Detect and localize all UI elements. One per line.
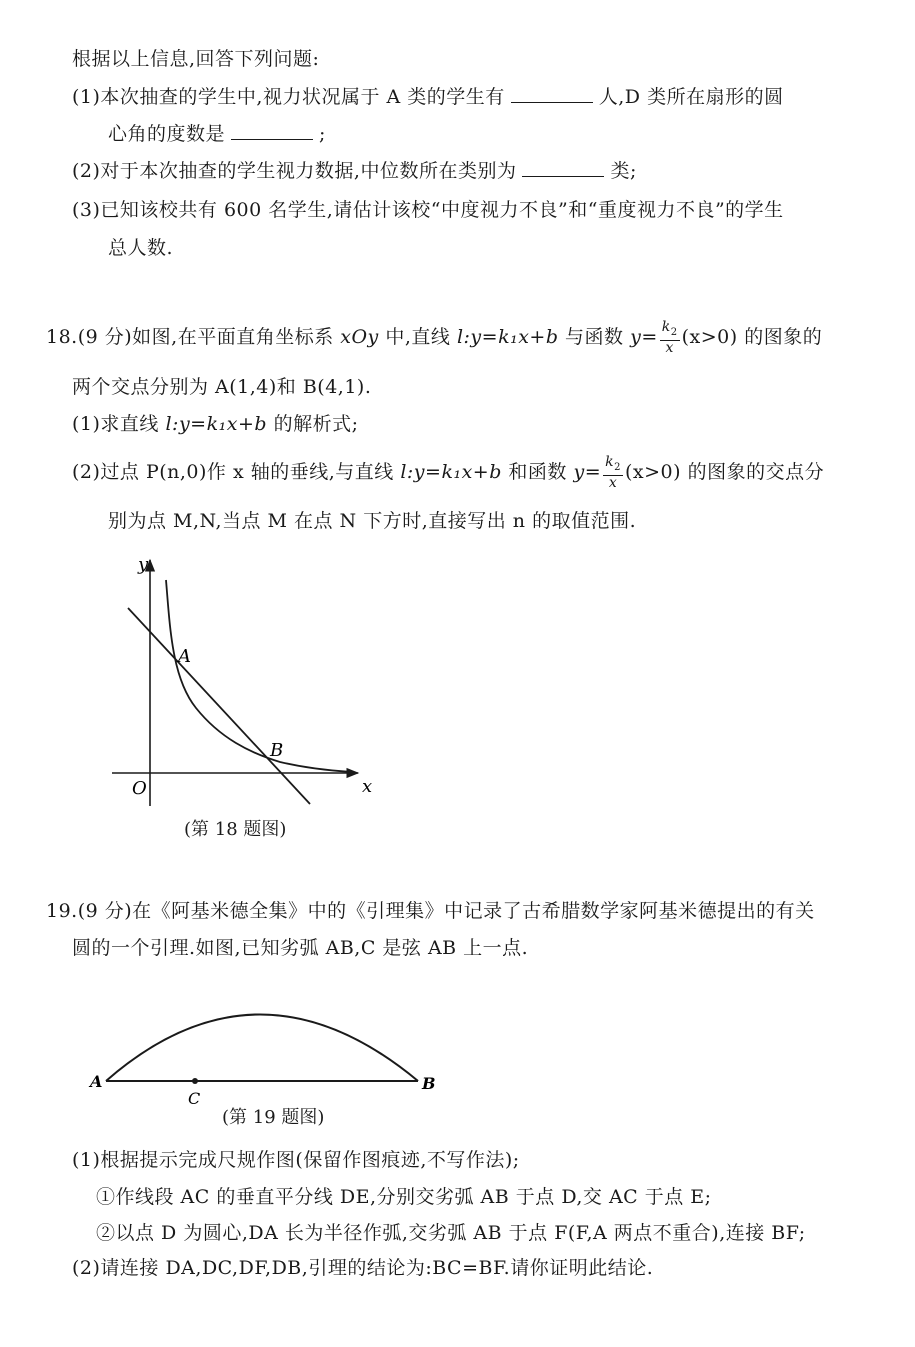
- q18-part1-expr: l:y=k₁x+b: [165, 413, 268, 435]
- q18-domain: (x>0): [681, 325, 738, 348]
- q18-part1-a: (1)求直线: [72, 413, 159, 435]
- q19-figure-caption: (第 19 题图): [222, 1107, 325, 1128]
- answer-blank-d-angle[interactable]: [231, 121, 313, 140]
- line-l: [128, 608, 310, 804]
- q17-part2-text-a: (2)对于本次抽查的学生视力数据,中位数所在类别为: [72, 160, 517, 182]
- label-point-b: B: [270, 740, 284, 761]
- q18-part2-fraction: [603, 455, 623, 491]
- label-a: A: [90, 1072, 103, 1091]
- q18-heading-b: 中,直线: [385, 325, 451, 348]
- q17-part1-text-b: 人,D 类所在扇形的圆: [598, 86, 784, 108]
- q19-heading-line2: 圆的一个引理.如图,已知劣弧 AB,C 是弦 AB 上一点.: [72, 937, 529, 959]
- q18-heading-a: 18.(9 分)如图,在平面直角坐标系: [46, 325, 334, 348]
- q18-part2-domain: (x>0): [625, 460, 682, 483]
- q17-part3: (3)已知该校共有 600 名学生,请估计该校“中度视力不良”和“重度视力不良”的学生: [72, 199, 784, 221]
- minor-arc-ab: [106, 1015, 418, 1082]
- q18-fn-lhs: y=: [630, 325, 658, 348]
- q17-part1-end: ;: [319, 123, 326, 145]
- q18-heading-line2: 两个交点分别为 A(1,4)和 B(4,1).: [72, 376, 372, 398]
- q18-part1-b: 的解析式;: [273, 413, 359, 435]
- q18-figure-caption: (第 18 题图): [184, 819, 287, 840]
- q17-part1-text-a: (1)本次抽查的学生中,视力状况属于 A 类的学生有: [72, 86, 505, 108]
- q17-part3-cont: 总人数.: [108, 237, 174, 259]
- q18-heading: [46, 320, 822, 356]
- label-origin: O: [132, 778, 147, 799]
- q17-part1-text-c: 心角的度数是: [108, 123, 226, 145]
- label-c: C: [188, 1089, 201, 1108]
- q18-xoy: xOy: [340, 325, 379, 348]
- frac2-denominator: x: [608, 474, 618, 491]
- q19-step2: ②以点 D 为圆心,DA 长为半径作弧,交劣弧 AB 于点 F(F,A 两点不重合),连接 BF;: [96, 1222, 806, 1244]
- q18-fraction: [660, 320, 680, 356]
- q18-part2-expr: l:y=k₁x+b: [400, 460, 502, 483]
- q18-part2-c: 的图象的交点分: [687, 460, 825, 483]
- q19-figure: [88, 968, 448, 1108]
- q19-heading: 19.(9 分)在《阿基米德全集》中的《引理集》中记录了古希腊数学家阿基米德提出的有关: [46, 900, 815, 922]
- q17-part2: [72, 158, 637, 184]
- q18-heading-d: 的图象的: [744, 325, 823, 348]
- q18-part2-fn-lhs: y=: [573, 460, 602, 483]
- q19-part2: (2)请连接 DA,DC,DF,DB,引理的结论为:BC=BF.请你证明此结论.: [72, 1257, 654, 1279]
- q18-part2-b: 和函数: [508, 460, 567, 483]
- q17-part2-text-b: 类;: [610, 160, 637, 182]
- point-c: [192, 1078, 198, 1084]
- q18-part2-cont: 别为点 M,N,当点 M 在点 N 下方时,直接写出 n 的取值范围.: [108, 510, 637, 532]
- answer-blank-median[interactable]: [522, 158, 604, 177]
- q19-step1: ①作线段 AC 的垂直平分线 DE,分别交劣弧 AB 于点 D,交 AC 于点 E;: [96, 1186, 712, 1208]
- hyperbola-curve: [166, 580, 352, 772]
- q18-part2-a: (2)过点 P(n,0)作 x 轴的垂线,与直线: [72, 460, 394, 483]
- q18-line-expr: l:y=k₁x+b: [456, 325, 559, 348]
- label-point-a: A: [178, 646, 191, 667]
- label-x: x: [362, 776, 373, 797]
- q17-part1: [72, 84, 784, 110]
- q19-part1: (1)根据提示完成尺规作图(保留作图痕迹,不写作法);: [72, 1149, 520, 1171]
- label-y: y: [138, 554, 149, 575]
- intro-text: 根据以上信息,回答下列问题:: [72, 48, 320, 70]
- answer-blank-a-count[interactable]: [511, 84, 593, 103]
- frac2-numerator: k: [605, 454, 615, 470]
- label-b: B: [422, 1074, 436, 1093]
- frac-numerator: k: [661, 319, 671, 335]
- q18-figure: [100, 548, 390, 808]
- frac-subscript: 2: [670, 326, 678, 338]
- q17-part1-cont: [108, 121, 326, 147]
- frac-denominator: x: [665, 339, 674, 356]
- frac2-subscript: 2: [614, 461, 621, 473]
- q18-part1: [72, 411, 358, 437]
- q18-heading-c: 与函数: [565, 325, 624, 348]
- q18-part2: [72, 455, 824, 491]
